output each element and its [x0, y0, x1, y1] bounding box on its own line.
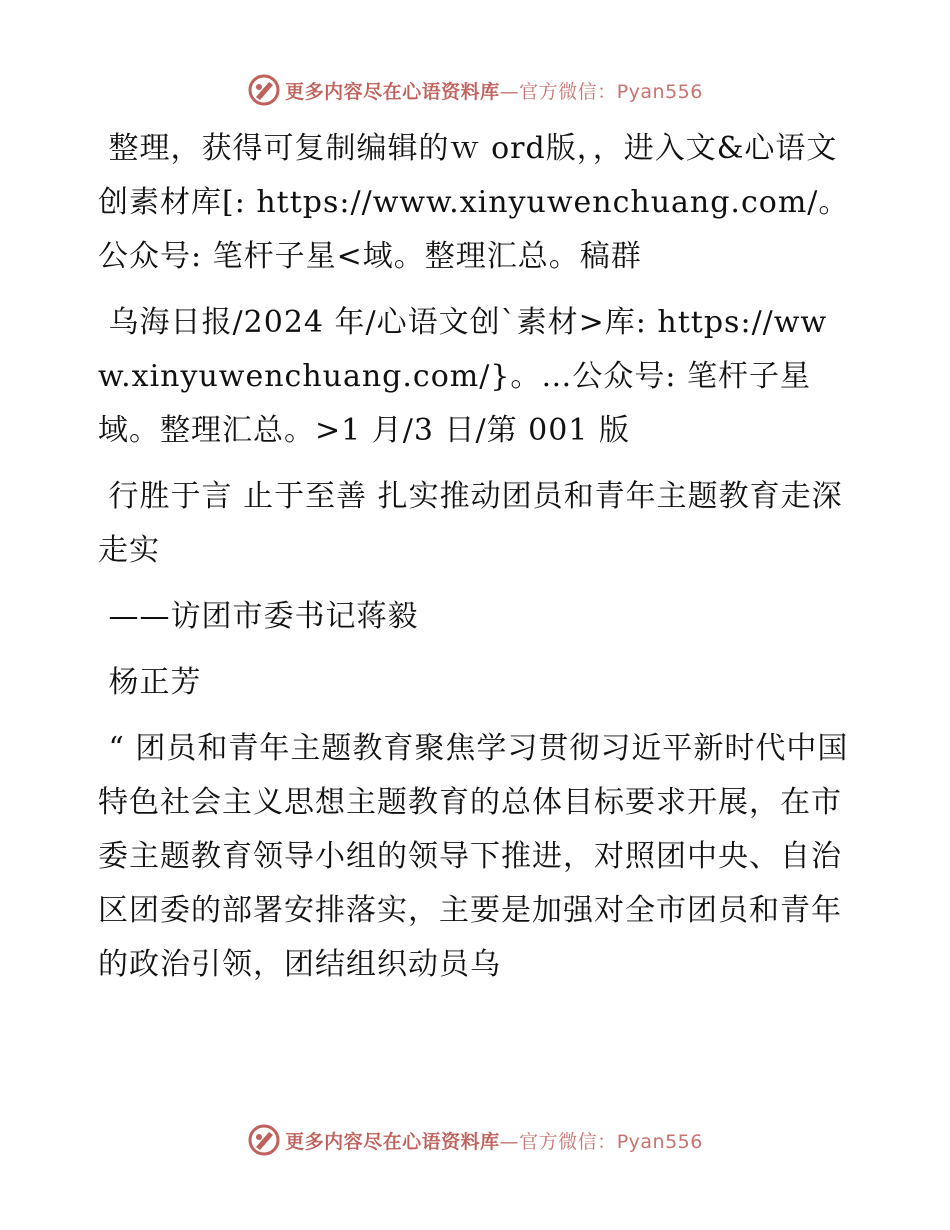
footer-watermark-banner — [0, 1120, 950, 1160]
article-subtitle: ——访团市委书记蒋毅 — [98, 599, 419, 634]
header-watermark-banner — [0, 70, 950, 110]
document-body — [98, 122, 858, 992]
paragraph-body: “ 团员和青年主题教育聚焦学习贯彻习近平新时代中国特色社会主义思想主题教育的总体目标要求开展，在市委主题教育领导小组的领导下推进，对照团中央、自治区团委的部署安排落实，主要是加强对全市团员和青年的政治引领，团结组织动员乌 — [98, 731, 849, 982]
brand-logo-icon — [247, 73, 281, 107]
brand-logo-icon — [247, 1123, 281, 1157]
article-title: 行胜于言 止于至善 扎实推动团员和青年主题教育走深走实 — [98, 479, 843, 568]
paragraph-source: 乌海日报/2024 年/心语文创`素材>库: https://www.xinyuwenchuang.com/}。…公众号: 笔杆子星域。整理汇总。>1 月/3 日/第 001 版 — [98, 305, 828, 448]
banner-text: 更多内容尽在心语资料库—官方微信：Pyan556 — [285, 80, 703, 103]
banner-text: 更多内容尽在心语资料库—官方微信：Pyan556 — [285, 1130, 703, 1153]
article-author: 杨正芳 — [98, 665, 202, 700]
paragraph-intro: 整理，获得可复制编辑的ｗ ord版，，进入文&心语文创素材库[: https://www.xinyuwenchuang.com/。公众号: 笔杆子星<域。整理汇总。稿群 — [98, 131, 850, 274]
